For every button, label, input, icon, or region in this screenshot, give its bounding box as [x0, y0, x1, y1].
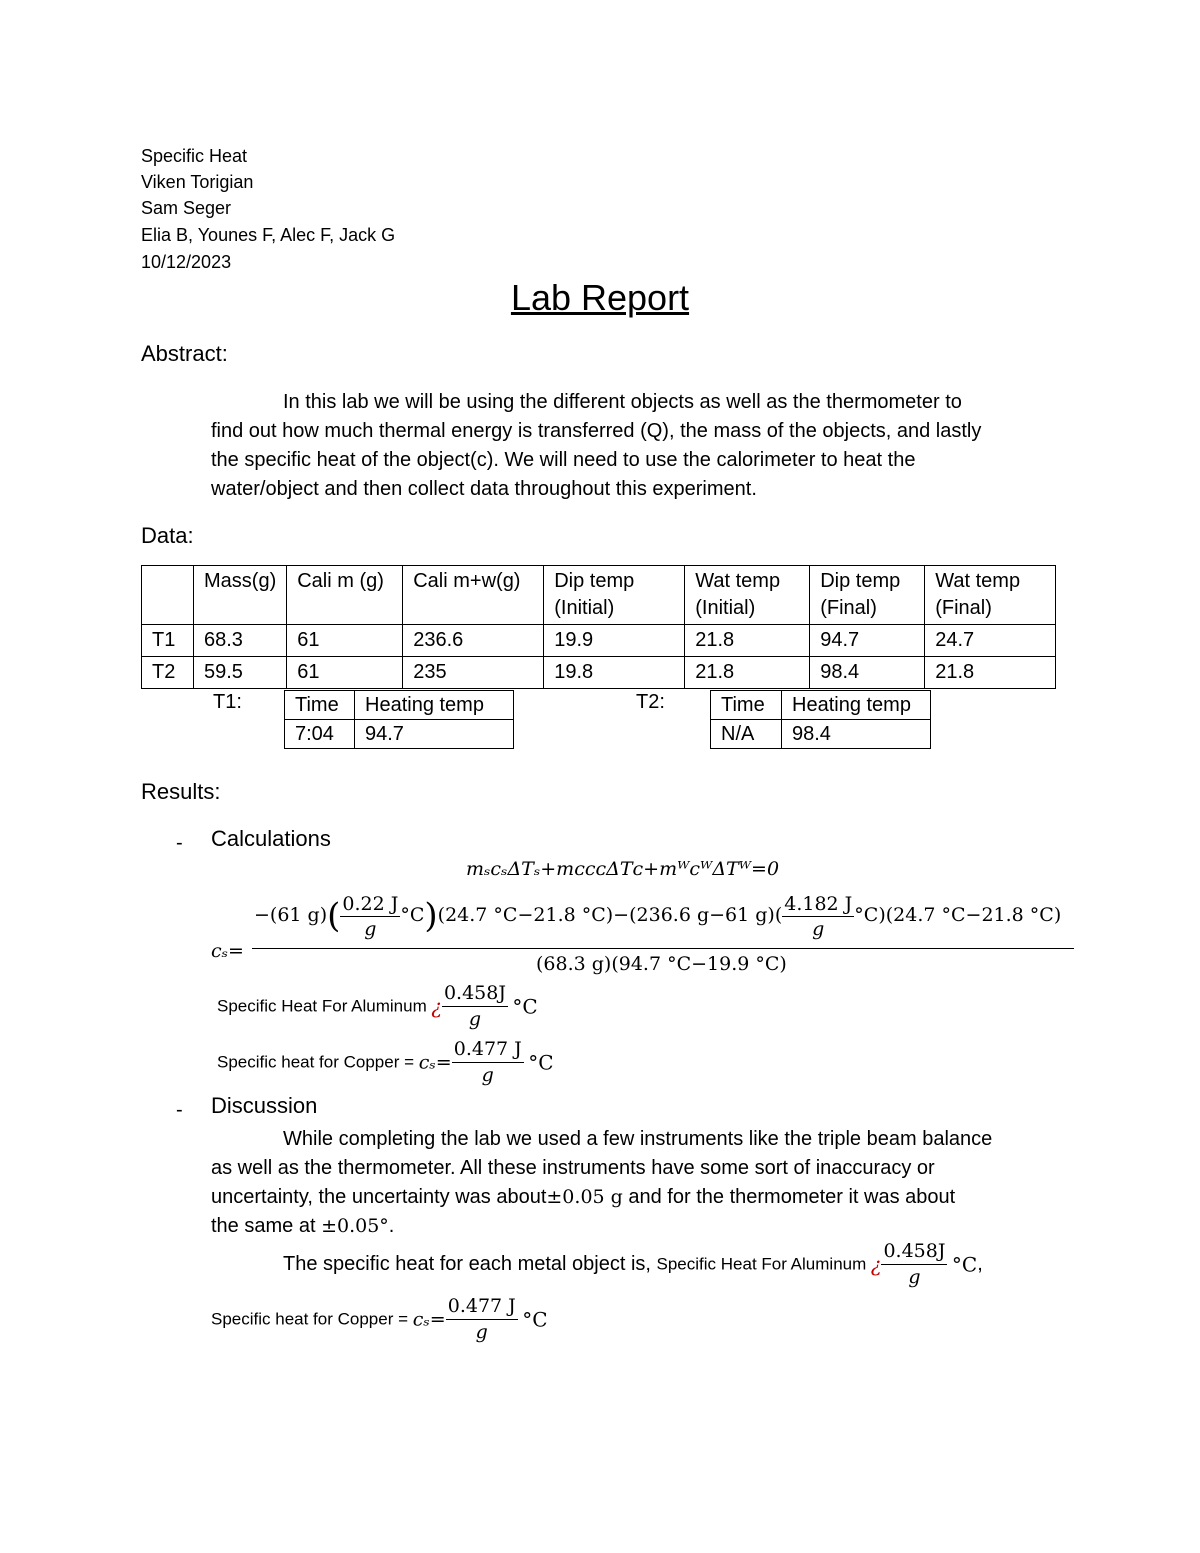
copper-cs: cₛ=	[418, 1051, 452, 1074]
table-header-cell: Wat temp (Final)	[925, 566, 1056, 625]
table-header-cell: Heating temp	[355, 691, 514, 720]
table-header-cell: Dip temp (Initial)	[544, 566, 685, 625]
copper-denominator: g	[475, 1321, 488, 1343]
data-heading: Data:	[141, 523, 194, 548]
table-cell: 235	[403, 657, 544, 689]
discussion-text: the same at	[211, 1215, 322, 1237]
t2-label: T2:	[636, 691, 665, 713]
table-cell: 21.8	[685, 657, 810, 689]
fraction-numerator: 4.182 J	[784, 892, 853, 915]
t1-table	[284, 690, 514, 749]
aluminum-label: Specific Heat For Aluminum	[656, 1254, 867, 1274]
table-cell: 21.8	[685, 625, 810, 657]
table-cell: N/A	[711, 720, 782, 749]
discussion-line: While completing the lab we used a few instruments like the triple beam balance	[283, 1128, 993, 1150]
table-cell: T1	[142, 625, 194, 657]
table-header-cell: Time	[711, 691, 782, 720]
abstract-heading: Abstract:	[141, 341, 228, 366]
copper-label: Specific heat for Copper =	[217, 1052, 419, 1072]
table-cell: 236.6	[403, 625, 544, 657]
num-part: −(61 g)	[254, 904, 328, 926]
report-topic: Specific Heat	[141, 146, 248, 166]
comma: ,	[977, 1253, 983, 1275]
table-cell: 21.8	[925, 657, 1056, 689]
discussion-text: uncertainty, the uncertainty was about	[211, 1186, 547, 1208]
bullet-dash: -	[176, 1099, 183, 1121]
copper-result	[217, 1037, 554, 1088]
cs-label: cₛ=	[211, 940, 244, 962]
data-table	[141, 565, 1056, 689]
cs-denominator: (68.3 g)(94.7 °C−19.9 °C)	[536, 953, 787, 975]
render-glitch-char: ¿	[870, 1252, 882, 1277]
table-cell: 98.4	[810, 657, 925, 689]
table-cell: 61	[287, 625, 403, 657]
table-header-cell: Dip temp (Final)	[810, 566, 925, 625]
copper-numerator: 0.477 J	[446, 1294, 518, 1320]
table-row	[142, 625, 1056, 657]
abstract-line: find out how much thermal energy is transferred (Q), the mass of the objects, and lastly	[211, 420, 982, 442]
abstract-line: In this lab we will be using the different objects as well as the thermometer to	[283, 391, 962, 413]
aluminum-result	[217, 981, 538, 1032]
t1-label: T1:	[213, 691, 242, 713]
table-header-row	[711, 691, 931, 720]
celsius-unit: °C	[951, 1252, 978, 1277]
table-header-cell	[142, 566, 194, 625]
fraction-numerator: 0.22 J	[342, 892, 399, 915]
aluminum-denominator: g	[908, 1266, 921, 1288]
aluminum-label: Specific Heat For Aluminum	[217, 996, 427, 1016]
discussion-heading: Discussion	[211, 1093, 318, 1118]
table-cell: 68.3	[194, 625, 287, 657]
discussion-text: .	[388, 1215, 395, 1237]
num-part: °C)(24.7 °C−21.8 °C)	[854, 904, 1062, 926]
balance-uncertainty: ±0.05 g	[546, 1186, 623, 1208]
table-cell: 98.4	[782, 720, 931, 749]
abstract-line: the specific heat of the object(c). We will need to use the calorimeter to heat the	[211, 449, 916, 471]
num-part: (24.7 °C−21.8 °C)−(236.6 g−61 g)(	[437, 904, 783, 926]
num-part: °C	[400, 904, 425, 926]
aluminum-numerator: 0.458J	[881, 1239, 947, 1265]
table-header-cell: Wat temp (Initial)	[685, 566, 810, 625]
table-header-row	[142, 566, 1056, 625]
table-header-cell: Mass(g)	[194, 566, 287, 625]
copper-denominator: g	[481, 1064, 494, 1086]
copper-result-discussion	[211, 1294, 548, 1345]
table-header-row	[285, 691, 514, 720]
discussion-summary	[283, 1239, 983, 1290]
calculations-heading: Calculations	[211, 826, 331, 851]
render-glitch-char: ¿	[431, 994, 442, 1019]
instructor-name: Sam Seger	[141, 198, 232, 218]
copper-numerator: 0.477 J	[452, 1037, 524, 1063]
celsius-unit: °C	[512, 994, 538, 1019]
discussion-line: as well as the thermometer. All these instruments have some sort of inaccuracy or	[211, 1157, 935, 1179]
discussion-text: and for the thermometer it was about	[622, 1186, 956, 1208]
fraction-denominator: g	[364, 917, 377, 940]
table-row	[711, 720, 931, 749]
table-cell: T2	[142, 657, 194, 689]
discussion-line	[211, 1183, 955, 1212]
discussion-text: The specific heat for each metal object is,	[283, 1253, 657, 1275]
bullet-dash: -	[176, 832, 183, 854]
fraction-denominator: g	[812, 917, 825, 940]
thermometer-uncertainty: ±0.05°	[321, 1215, 389, 1237]
table-cell: 19.8	[544, 657, 685, 689]
t2-table	[710, 690, 931, 749]
table-row	[285, 720, 514, 749]
table-header-cell: Heating temp	[782, 691, 931, 720]
fraction-bar	[252, 948, 1074, 949]
copper-cs: cₛ=	[412, 1308, 446, 1331]
report-date: 10/12/2023	[141, 252, 232, 272]
table-header-cell: Time	[285, 691, 355, 720]
page-title: Lab Report	[510, 277, 690, 318]
table-cell: 19.9	[544, 625, 685, 657]
results-heading: Results:	[141, 779, 221, 804]
table-row	[142, 657, 1056, 689]
copper-label: Specific heat for Copper =	[211, 1309, 413, 1329]
aluminum-numerator: 0.458J	[442, 981, 508, 1007]
abstract-line: water/object and then collect data throughout this experiment.	[211, 478, 757, 500]
table-header-cell: Cali m+w(g)	[403, 566, 544, 625]
author-name: Viken Torigian	[141, 172, 254, 192]
discussion-line	[211, 1212, 394, 1241]
celsius-unit: °C	[528, 1050, 554, 1075]
table-cell: 94.7	[810, 625, 925, 657]
partner-names: Elia B, Younes F, Alec F, Jack G	[141, 225, 396, 245]
energy-balance-equation: mₛcₛΔTₛ+mᴄcᴄΔTᴄ+mᵂcᵂΔTᵂ=0	[466, 858, 780, 880]
table-cell: 61	[287, 657, 403, 689]
aluminum-denominator: g	[468, 1008, 482, 1030]
cs-numerator: −(61 g)( $\frac{0.22 J}{g}$ °C)(24.7 °C−21.8 °C)−(236.6 g−61 g)( $\frac{4.182 J}{g}$ °C)(24.7 °C−21.8 °C)	[254, 892, 1062, 940]
table-cell: 94.7	[355, 720, 514, 749]
table-header-cell: Cali m (g)	[287, 566, 403, 625]
table-cell: 7:04	[285, 720, 355, 749]
table-cell: 24.7	[925, 625, 1056, 657]
table-cell: 59.5	[194, 657, 287, 689]
celsius-unit: °C	[522, 1307, 548, 1332]
